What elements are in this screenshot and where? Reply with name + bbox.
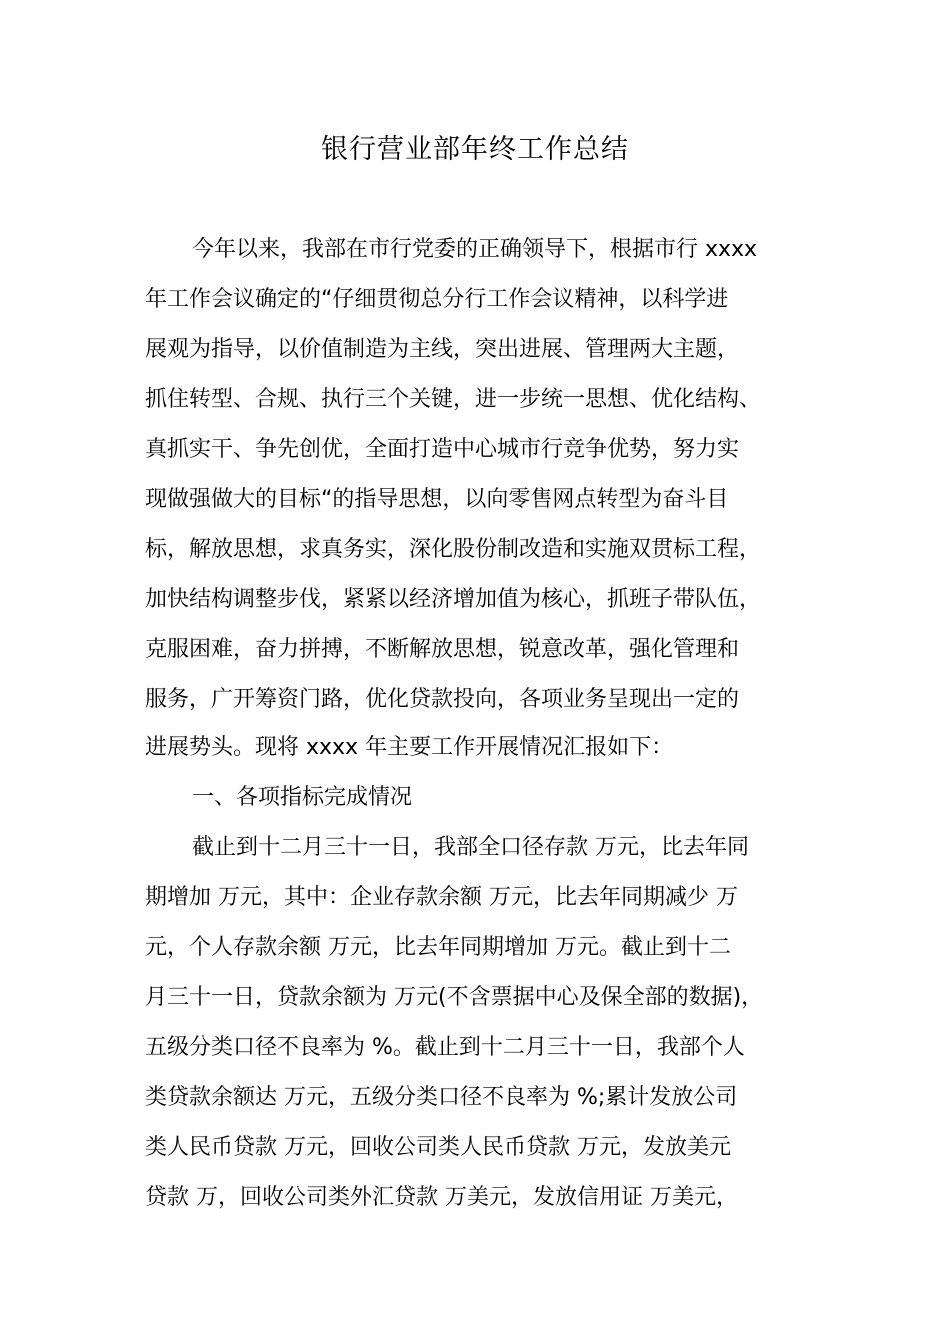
paragraph-line: 截止到十二月三十一日，我部全口径存款 万元，比去年同 bbox=[192, 835, 749, 860]
paragraph-line: 进展势头。现将 xxxx 年主要工作开展情况汇报如下： bbox=[145, 735, 674, 760]
paragraph-line: 贷款 万，回收公司类外汇贷款 万美元，发放信用证 万美元， bbox=[145, 1185, 738, 1210]
paragraph-line: 服务，广开筹资门路，优化贷款投向，各项业务呈现出一定的 bbox=[145, 687, 740, 712]
paragraph-line: 真抓实干、争先创优，全面打造中心城市行竞争优势，努力实 bbox=[145, 437, 740, 462]
paragraph-line: 现做强做大的目标“的指导思想，以向零售网点转型为奋斗目 bbox=[145, 487, 729, 512]
paragraph-line: 展观为指导，以价值制造为主线，突出进展、管理两大主题， bbox=[145, 337, 740, 362]
paragraph-line: 今年以来，我部在市行党委的正确领导下，根据市行 xxxx bbox=[192, 237, 758, 262]
paragraph-line: 抓住转型、合规、执行三个关键，进一步统一思想、优化结构、 bbox=[145, 387, 762, 412]
paragraph-line: 类人民币贷款 万元，回收公司类人民币贷款 万元，发放美元 bbox=[145, 1135, 731, 1160]
paragraph-line: 标，解放思想，求真务实，深化股份制改造和实施双贯标工程， bbox=[145, 537, 762, 562]
section-heading: 一、各项指标完成情况 bbox=[192, 785, 413, 810]
paragraph-line: 期增加 万元，其中：企业存款余额 万元，比去年同期减少 万 bbox=[145, 885, 738, 910]
paragraph-line: 加快结构调整步伐，紧紧以经济增加值为核心，抓班子带队伍， bbox=[145, 587, 762, 612]
paragraph-line: 年工作会议确定的“仔细贯彻总分行工作会议精神，以科学进 bbox=[145, 287, 729, 312]
paragraph-line: 克服困难，奋力拼搏，不断解放思想，锐意改革，强化管理和 bbox=[145, 637, 740, 662]
paragraph-line: 元，个人存款余额 万元，比去年同期增加 万元。截止到十二 bbox=[145, 935, 731, 960]
paragraph-line: 五级分类口径不良率为 %。截止到十二月三十一日，我部个人 bbox=[145, 1035, 745, 1060]
document-title: 银行营业部年终工作总结 bbox=[321, 134, 629, 165]
paragraph-line: 类贷款余额达 万元，五级分类口径不良率为 %;累计发放公司 bbox=[145, 1085, 738, 1110]
paragraph-line: 月三十一日，贷款余额为 万元(不含票据中心及保全部的数据)， bbox=[145, 985, 764, 1010]
